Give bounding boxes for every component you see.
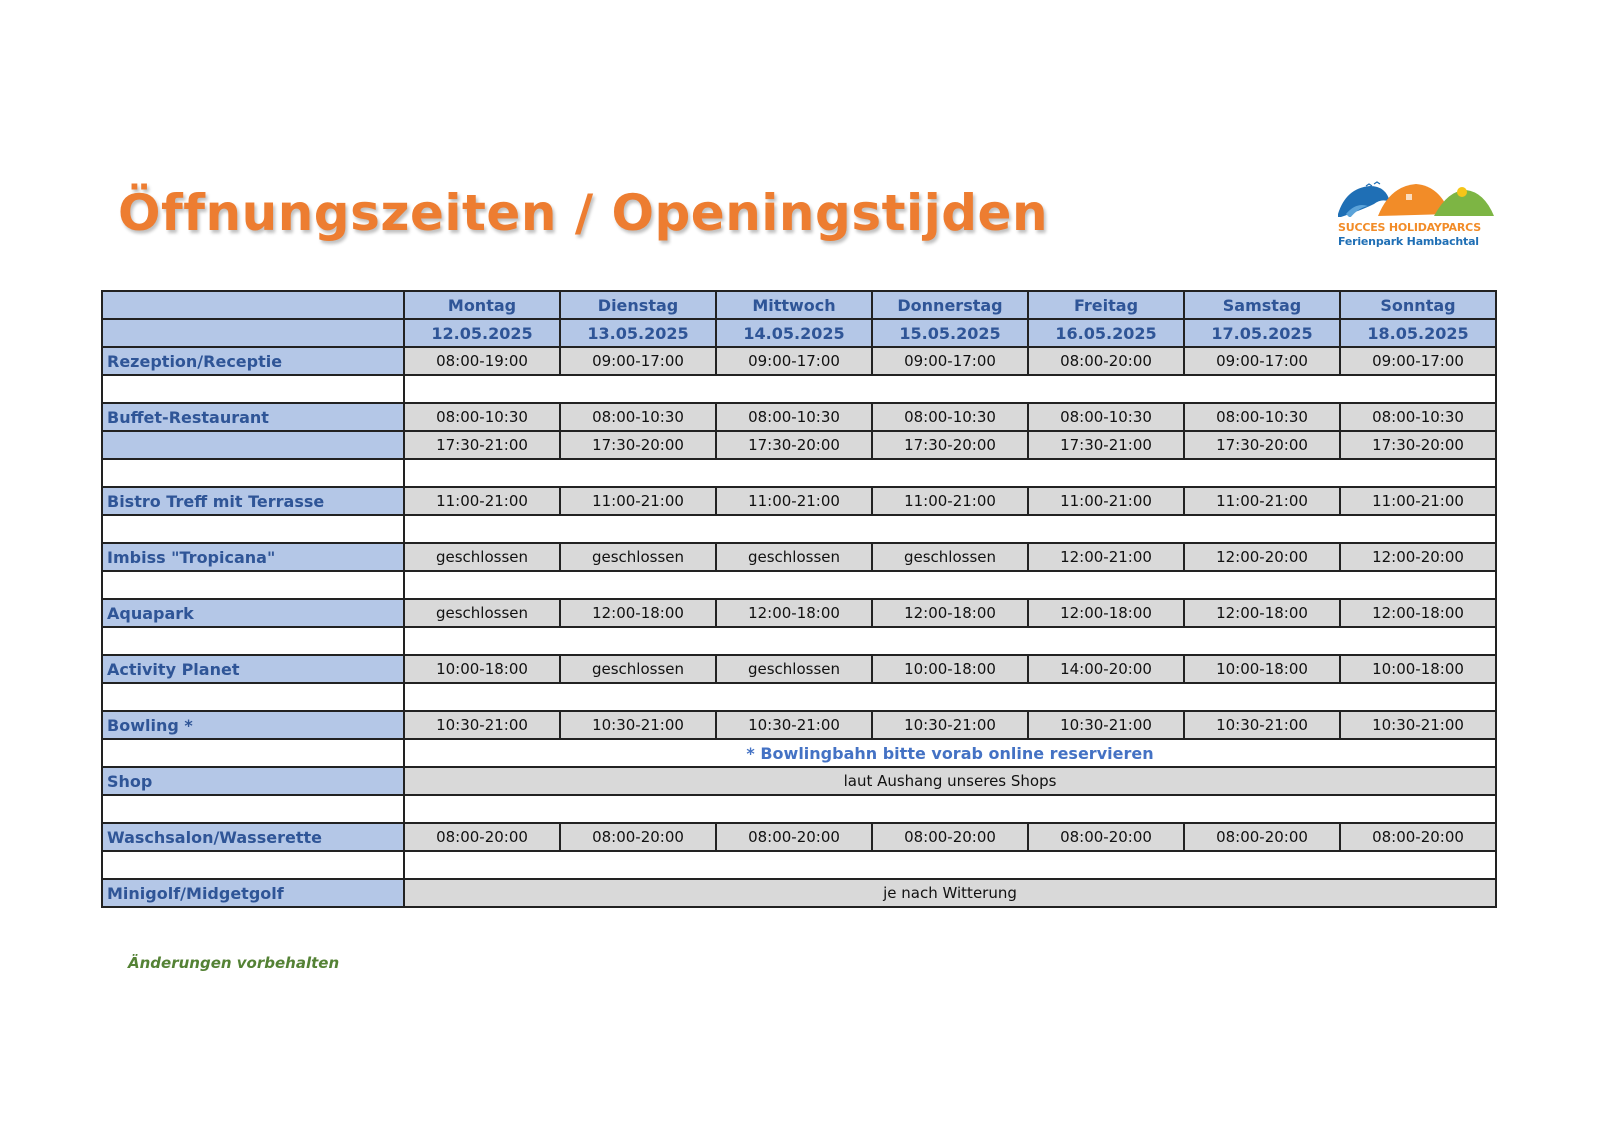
page-title: Öffnungszeiten / Openingstijden — [118, 184, 1049, 242]
time-cell: 12:00-18:00 — [872, 599, 1028, 627]
day-header: Freitag — [1028, 291, 1184, 319]
time-cell: 08:00-19:00 — [404, 347, 560, 375]
table-row-minigolf — [102, 879, 1496, 907]
time-cell: 12:00-18:00 — [716, 599, 872, 627]
time-cell: 11:00-21:00 — [404, 487, 560, 515]
row-label: Bistro Treff mit Terrasse — [102, 487, 404, 515]
time-cell: 10:30-21:00 — [1184, 711, 1340, 739]
day-header: Montag — [404, 291, 560, 319]
day-header: Dienstag — [560, 291, 716, 319]
time-cell: geschlossen — [560, 655, 716, 683]
time-cell: 11:00-21:00 — [1340, 487, 1496, 515]
bowling-reservation-note: * Bowlingbahn bitte vorab online reservieren — [404, 739, 1496, 767]
row-label: Minigolf/Midgetgolf — [102, 879, 404, 907]
day-header: Mittwoch — [716, 291, 872, 319]
row-label-empty — [102, 431, 404, 459]
spacer-label-cell — [102, 571, 404, 599]
table-row-bowling — [102, 711, 1496, 739]
time-cell: 10:00-18:00 — [404, 655, 560, 683]
spacer-cell — [404, 851, 1496, 879]
table-row-rezeption — [102, 347, 1496, 375]
table-row-aquapark — [102, 599, 1496, 627]
spacer-label-cell — [102, 739, 404, 767]
spacer-cell — [404, 515, 1496, 543]
table-row-shop — [102, 767, 1496, 795]
changes-reserved-note: Änderungen vorbehalten — [128, 954, 340, 972]
table-row-buffet-evening — [102, 431, 1496, 459]
time-cell: 10:00-18:00 — [872, 655, 1028, 683]
time-cell: 11:00-21:00 — [872, 487, 1028, 515]
shop-hours-cell: laut Aushang unseres Shops — [404, 767, 1496, 795]
row-label: Shop — [102, 767, 404, 795]
time-cell: 12:00-18:00 — [1184, 599, 1340, 627]
time-cell: 08:00-20:00 — [404, 823, 560, 851]
time-cell: 09:00-17:00 — [716, 347, 872, 375]
time-cell: 08:00-20:00 — [1340, 823, 1496, 851]
table-row-buffet — [102, 403, 1496, 431]
date-header: 15.05.2025 — [872, 319, 1028, 347]
time-cell: 08:00-20:00 — [872, 823, 1028, 851]
time-cell: 17:30-21:00 — [404, 431, 560, 459]
time-cell: 17:30-20:00 — [1184, 431, 1340, 459]
time-cell: 11:00-21:00 — [716, 487, 872, 515]
time-cell: 09:00-17:00 — [872, 347, 1028, 375]
spacer-row — [102, 459, 1496, 487]
time-cell: 08:00-10:30 — [404, 403, 560, 431]
minigolf-hours-cell: je nach Witterung — [404, 879, 1496, 907]
spacer-row — [102, 627, 1496, 655]
time-cell: 14:00-20:00 — [1028, 655, 1184, 683]
time-cell: 10:30-21:00 — [1028, 711, 1184, 739]
time-cell: 10:30-21:00 — [716, 711, 872, 739]
time-cell: 08:00-20:00 — [1028, 347, 1184, 375]
corner-cell — [102, 319, 404, 347]
row-label: Rezeption/Receptie — [102, 347, 404, 375]
time-cell: 11:00-21:00 — [1184, 487, 1340, 515]
time-cell: geschlossen — [716, 543, 872, 571]
time-cell: 12:00-18:00 — [1340, 599, 1496, 627]
row-label: Imbiss "Tropicana" — [102, 543, 404, 571]
time-cell: 11:00-21:00 — [1028, 487, 1184, 515]
spacer-row — [102, 375, 1496, 403]
corner-cell — [102, 291, 404, 319]
time-cell: 08:00-20:00 — [1184, 823, 1340, 851]
spacer-row — [102, 795, 1496, 823]
row-label: Waschsalon/Wasserette — [102, 823, 404, 851]
table-row-imbiss — [102, 543, 1496, 571]
spacer-cell — [404, 627, 1496, 655]
spacer-label-cell — [102, 627, 404, 655]
spacer-cell — [404, 795, 1496, 823]
day-header: Donnerstag — [872, 291, 1028, 319]
row-label: Activity Planet — [102, 655, 404, 683]
date-header-row — [102, 319, 1496, 347]
date-header: 17.05.2025 — [1184, 319, 1340, 347]
table-row-bistro — [102, 487, 1496, 515]
logo-subtitle-text: Ferienpark Hambachtal — [1338, 235, 1479, 248]
time-cell: 08:00-10:30 — [1028, 403, 1184, 431]
spacer-label-cell — [102, 375, 404, 403]
logo-brand-text: SUCCES HOLIDAYPARCS — [1338, 221, 1481, 234]
time-cell: 08:00-10:30 — [716, 403, 872, 431]
time-cell: 10:30-21:00 — [1340, 711, 1496, 739]
time-cell: 17:30-20:00 — [560, 431, 716, 459]
time-cell: 09:00-17:00 — [1340, 347, 1496, 375]
time-cell: 10:30-21:00 — [872, 711, 1028, 739]
date-header: 14.05.2025 — [716, 319, 872, 347]
spacer-cell — [404, 375, 1496, 403]
time-cell: geschlossen — [560, 543, 716, 571]
time-cell: 17:30-20:00 — [872, 431, 1028, 459]
time-cell: 08:00-10:30 — [1340, 403, 1496, 431]
date-header: 16.05.2025 — [1028, 319, 1184, 347]
time-cell: 17:30-20:00 — [1340, 431, 1496, 459]
spacer-row — [102, 515, 1496, 543]
day-header: Samstag — [1184, 291, 1340, 319]
opening-hours-table — [101, 290, 1497, 908]
time-cell: 10:00-18:00 — [1184, 655, 1340, 683]
row-label: Buffet-Restaurant — [102, 403, 404, 431]
date-header: 18.05.2025 — [1340, 319, 1496, 347]
time-cell: 08:00-20:00 — [716, 823, 872, 851]
logo-hills-icon — [1338, 180, 1494, 220]
time-cell: 12:00-21:00 — [1028, 543, 1184, 571]
spacer-label-cell — [102, 851, 404, 879]
table-row-activity — [102, 655, 1496, 683]
day-header-row — [102, 291, 1496, 319]
spacer-cell — [404, 459, 1496, 487]
time-cell: 12:00-20:00 — [1340, 543, 1496, 571]
time-cell: 09:00-17:00 — [560, 347, 716, 375]
spacer-label-cell — [102, 459, 404, 487]
spacer-label-cell — [102, 515, 404, 543]
time-cell: 17:30-20:00 — [716, 431, 872, 459]
time-cell: geschlossen — [872, 543, 1028, 571]
spacer-row — [102, 571, 1496, 599]
succes-holidayparcs-logo — [1338, 180, 1494, 250]
time-cell: 10:00-18:00 — [1340, 655, 1496, 683]
spacer-label-cell — [102, 795, 404, 823]
time-cell: 08:00-20:00 — [560, 823, 716, 851]
time-cell: 11:00-21:00 — [560, 487, 716, 515]
time-cell: 12:00-18:00 — [1028, 599, 1184, 627]
day-header: Sonntag — [1340, 291, 1496, 319]
time-cell: geschlossen — [716, 655, 872, 683]
bowling-note-row — [102, 739, 1496, 767]
time-cell: 08:00-10:30 — [1184, 403, 1340, 431]
time-cell: 12:00-20:00 — [1184, 543, 1340, 571]
spacer-cell — [404, 683, 1496, 711]
time-cell: 08:00-10:30 — [872, 403, 1028, 431]
time-cell: 12:00-18:00 — [560, 599, 716, 627]
time-cell: 10:30-21:00 — [404, 711, 560, 739]
spacer-cell — [404, 571, 1496, 599]
spacer-row — [102, 683, 1496, 711]
time-cell: 17:30-21:00 — [1028, 431, 1184, 459]
time-cell: geschlossen — [404, 543, 560, 571]
time-cell: 09:00-17:00 — [1184, 347, 1340, 375]
date-header: 12.05.2025 — [404, 319, 560, 347]
time-cell: 10:30-21:00 — [560, 711, 716, 739]
row-label: Aquapark — [102, 599, 404, 627]
row-label: Bowling * — [102, 711, 404, 739]
time-cell: 08:00-10:30 — [560, 403, 716, 431]
spacer-label-cell — [102, 683, 404, 711]
table-row-waschsalon — [102, 823, 1496, 851]
spacer-row — [102, 851, 1496, 879]
time-cell: 08:00-20:00 — [1028, 823, 1184, 851]
date-header: 13.05.2025 — [560, 319, 716, 347]
time-cell: geschlossen — [404, 599, 560, 627]
